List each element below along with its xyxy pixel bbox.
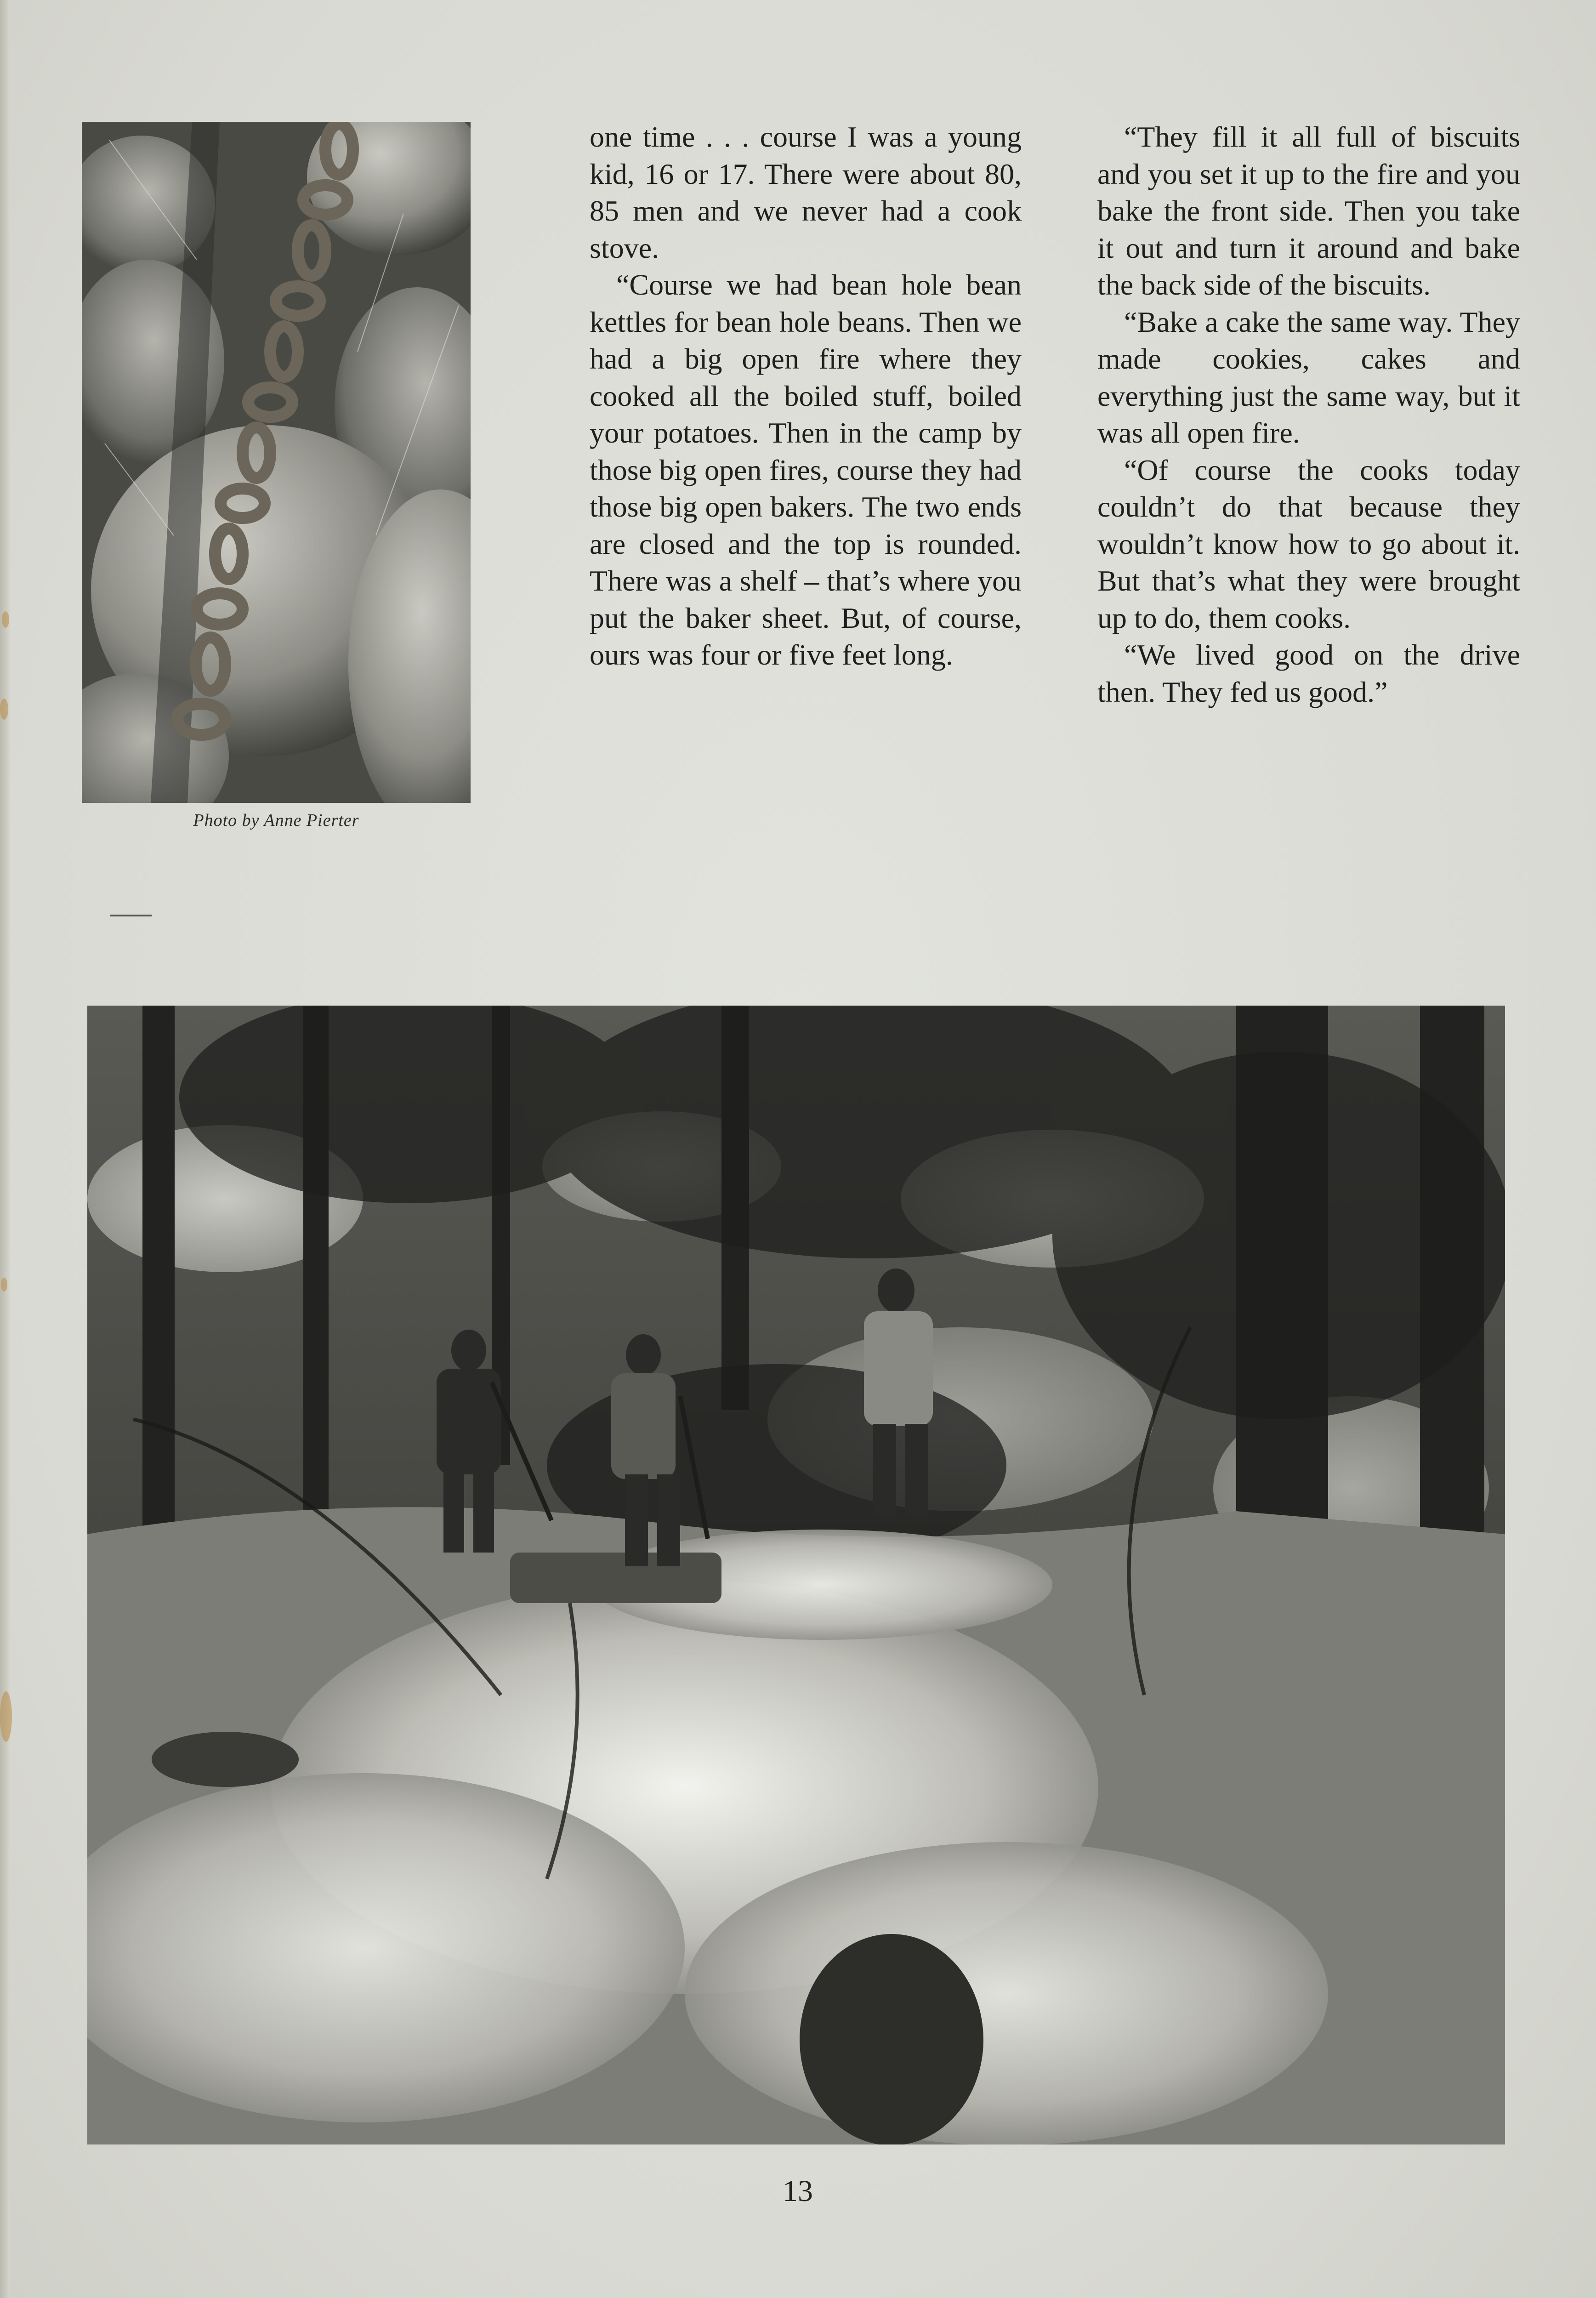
paragraph: “Of course the cooks today couldn’t do that because they wouldn’t know how to go about it. But that’s what they were brought up to do, them cooks. [1097, 453, 1520, 634]
paragraph: “Bake a cake the same way. They made cookies, cakes and everything just the same way, but it was all open fire. [1097, 305, 1520, 449]
photo-credit: Photo by Anne Pierter [193, 811, 359, 830]
chain-photo-image [82, 122, 471, 803]
age-stain [0, 1691, 12, 1742]
paragraph: “Course we had bean hole bean kettles for bean hole beans. Then we had a big open fire where they cooked all the boiled stuff, boiled your potatoes. Then in the camp by those big open fires, course they had those big open bakers. The two ends are closed and the top is rounded. There was a shelf – that’s where you put the baker sheet. But, of course, ours was four or five feet long. [590, 268, 1022, 671]
binding-edge [0, 0, 10, 2298]
text-column-right [1097, 119, 1520, 711]
text-column-middle [590, 119, 1022, 674]
chain-photo [82, 122, 471, 803]
pencil-mark [110, 915, 152, 916]
age-stain [0, 699, 8, 720]
paragraph: “We lived good on the drive then. They fed us good.” [1097, 638, 1520, 708]
page-number: 13 [783, 2174, 813, 2208]
paragraph: one time . . . course I was a young kid, 16 or 17. There were about 80, 85 men and we never had a cook stove. [590, 120, 1022, 264]
age-stain [1, 1278, 7, 1291]
river-drive-photo-image [87, 1006, 1505, 2144]
age-stain [2, 611, 9, 628]
paragraph: “They fill it all full of biscuits and you set it up to the fire and you bake the front side. Then you take it out and turn it around and bake the back side of the biscuits. [1097, 120, 1520, 301]
river-drive-photo [87, 1006, 1505, 2144]
